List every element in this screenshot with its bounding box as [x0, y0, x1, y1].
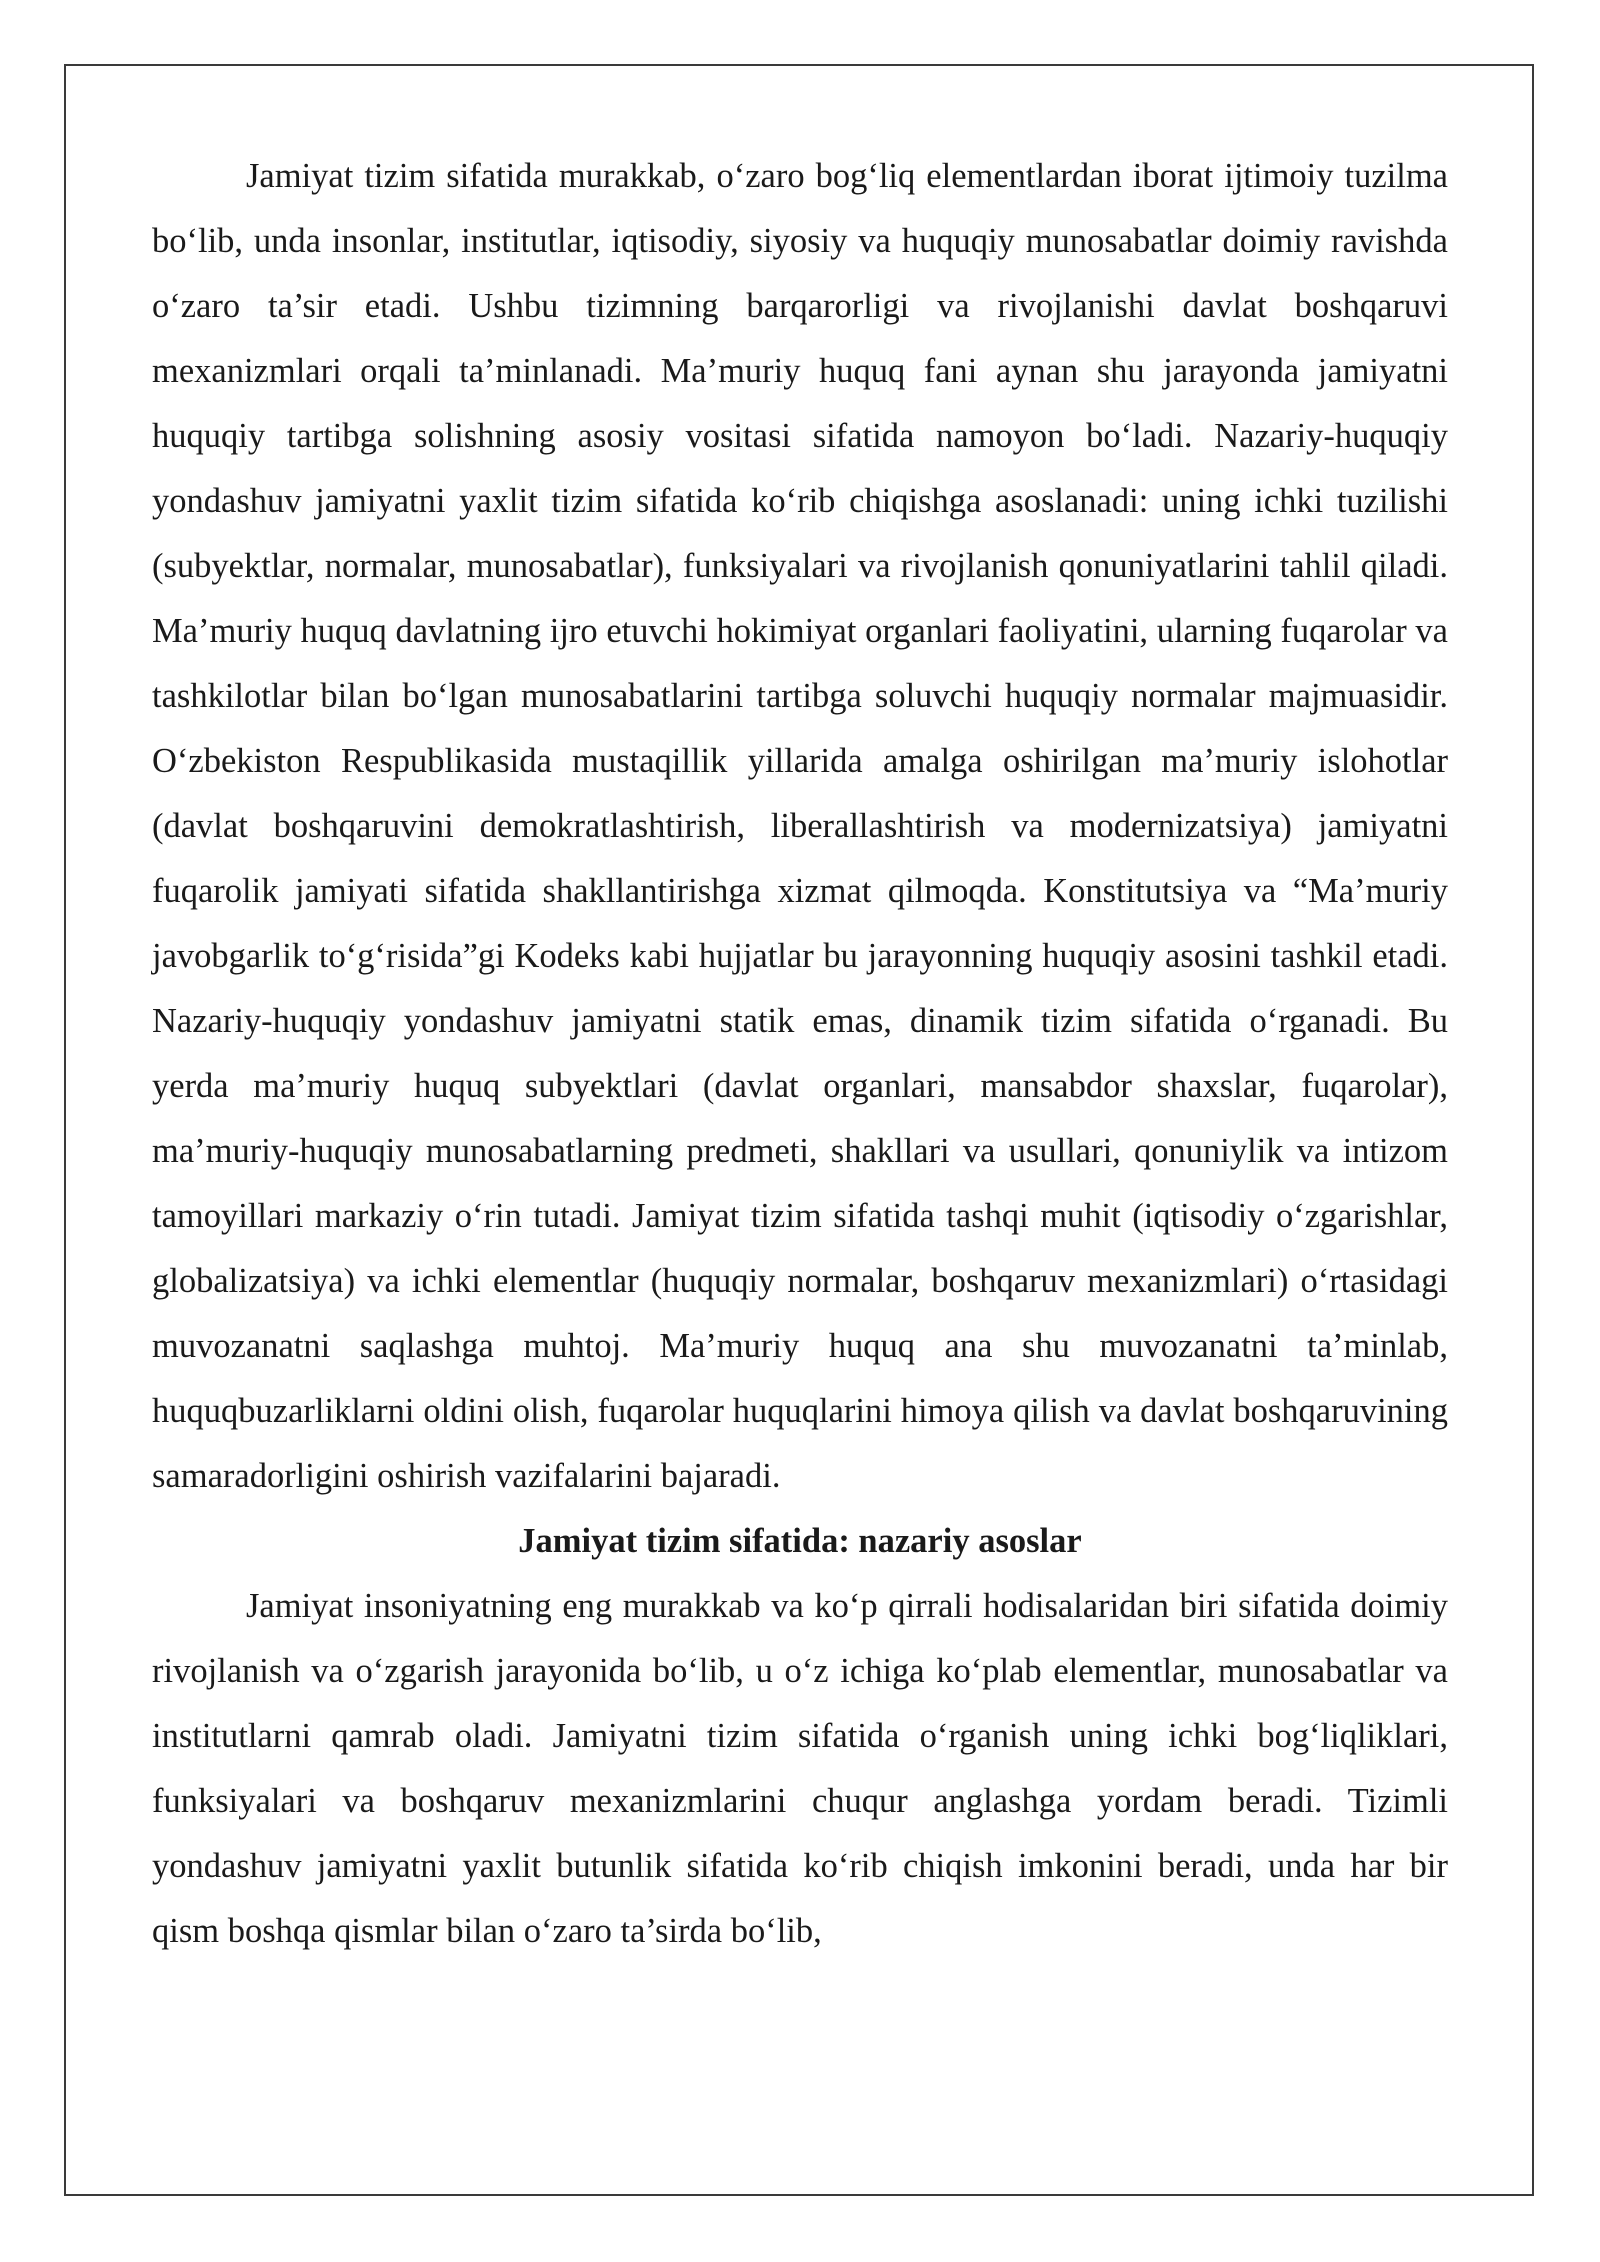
document-body — [152, 144, 1448, 1964]
section-heading: Jamiyat tizim sifatida: nazariy asoslar — [518, 1522, 1082, 1560]
paragraph-intro: Jamiyat tizim sifatida murakkab, o‘zaro bog‘liq elementlardan iborat ijtimoiy tuzilma bo‘lib, unda insonlar, institutlar, iqtisodiy, siyosiy va huquqiy munosabatlar doimiy ravishda o‘zaro ta’sir etadi. Ushbu tizimning barqarorligi va rivojlanishi davlat boshqaruvi mexanizmlari orqali ta’minlanadi. Ma’muriy huquq fani aynan shu jarayonda jamiyatni huquqiy tartibga solishning asosiy vositasi sifatida namoyon bo‘ladi. Nazariy-huquqiy yondashuv jamiyatni yaxlit tizim sifatida ko‘rib chiqishga asoslanadi: uning ichki tuzilishi (subyektlar, normalar, munosabatlar), funksiyalari va rivojlanish qonuniyatlarini tahlil qiladi. Ma’muriy huquq davlatning ijro etuvchi hokimiyat organlari faoliyatini, ularning fuqarolar va tashkilotlar bilan bo‘lgan munosabatlarini tartibga soluvchi huquqiy normalar majmuasidir. O‘zbekiston Respublikasida mustaqillik yillarida amalga oshirilgan ma’muriy islohotlar (davlat boshqaruvini demokratlashtirish, liberallashtirish va modernizatsiya) jamiyatni fuqarolik jamiyati sifatida shakllantirishga xizmat qilmoqda. Konstitutsiya va “Ma’muriy javobgarlik to‘g‘risida”gi Kodeks kabi hujjatlar bu jarayonning huquqiy asosini tashkil etadi. Nazariy-huquqiy yondashuv jamiyatni statik emas, dinamik tizim sifatida o‘rganadi. Bu yerda ma’muriy huquq subyektlari (davlat organlari, mansabdor shaxslar, fuqarolar), ma’muriy-huquqiy munosabatlarning predmeti, shakllari va usullari, qonuniylik va intizom tamoyillari markaziy o‘rin tutadi. Jamiyat tizim sifatida tashqi muhit (iqtisodiy o‘zgarishlar, globalizatsiya) va ichki elementlar (huquqiy normalar, boshqaruv mexanizmlari) o‘rtasidagi muvozanatni saqlashga muhtoj. Ma’muriy huquq ana shu muvozanatni ta’minlab, huquqbuzarliklarni oldini olish, fuqarolar huquqlarini himoya qilish va davlat boshqaruvining samaradorligini oshirish vazifalarini bajaradi. — [152, 157, 1448, 1495]
paragraph-theory: Jamiyat insoniyatning eng murakkab va ko‘p qirrali hodisalaridan biri sifatida doimiy rivojlanish va o‘zgarish jarayonida bo‘lib, u o‘z ichiga ko‘plab elementlar, munosabatlar va institutlarni qamrab oladi. Jamiyatni tizim sifatida o‘rganish uning ichki bog‘liqliklari, funksiyalari va boshqaruv mexanizmlarini chuqur anglashga yordam beradi. Tizimli yondashuv jamiyatni yaxlit butunlik sifatida ko‘rib chiqish imkonini beradi, unda har bir qism boshqa qismlar bilan o‘zaro ta’sirda bo‘lib, — [152, 1587, 1448, 1950]
